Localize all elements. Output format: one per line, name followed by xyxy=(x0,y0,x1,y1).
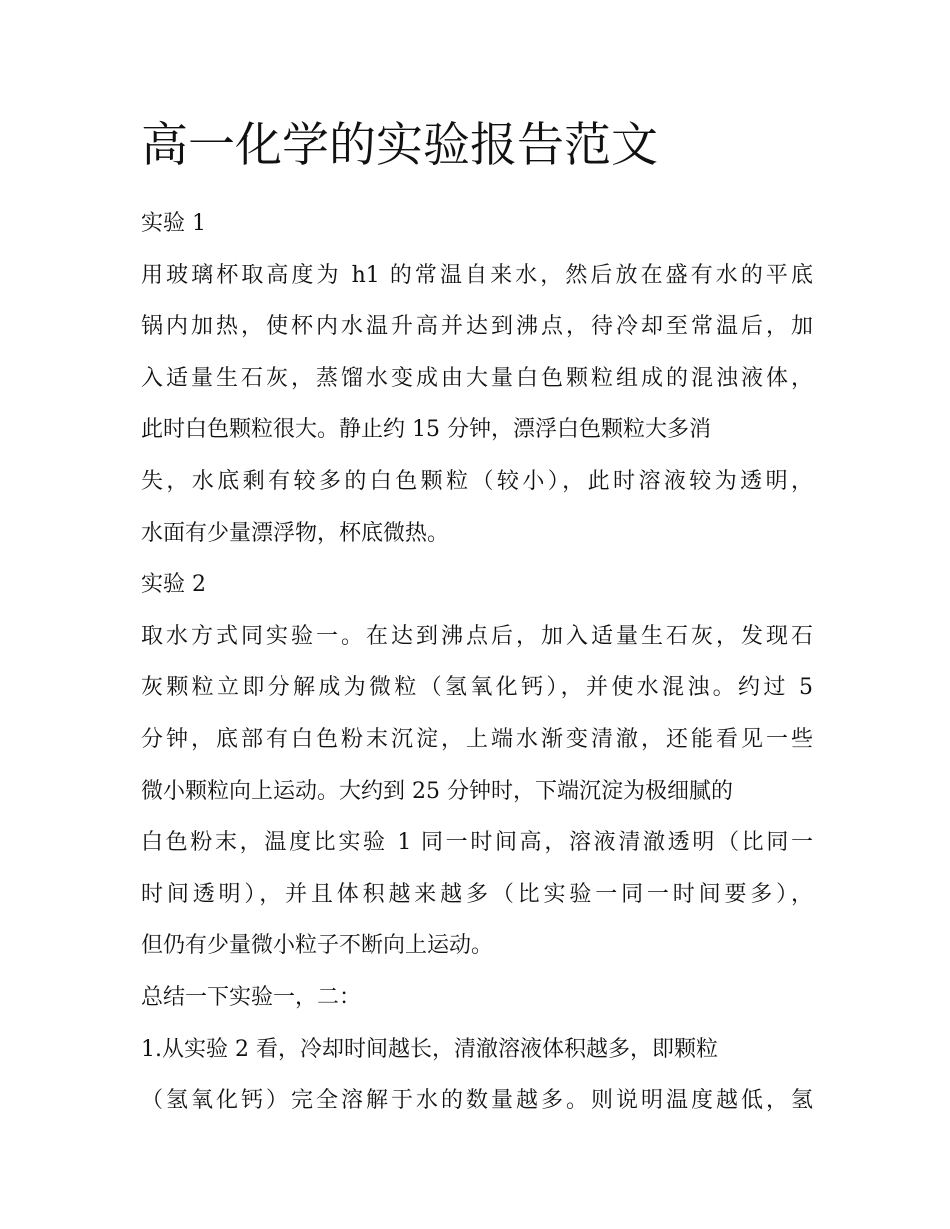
text-line: 但仍有少量微小粒子不断向上运动。 xyxy=(141,933,494,959)
text-line: 灰颗粒立即分解成为微粒（氢氧化钙），并使水混浊。约过 5 xyxy=(141,675,813,701)
text-line: 取水方式同实验一。在达到沸点后，加入适量生石灰，发现石 xyxy=(141,623,813,649)
text-line: 用玻璃杯取高度为 h1 的常温自来水，然后放在盛有水的平底 xyxy=(141,262,813,288)
text-line: 总结一下实验一，二： xyxy=(141,984,362,1010)
text-line: 时间透明），并且体积越来越多（比实验一同一时间要多）， xyxy=(141,881,813,907)
text-line: 失，水底剩有较多的白色颗粒（较小），此时溶液较为透明， xyxy=(141,468,813,494)
text-line: 白色粉末，温度比实验 1 同一时间高，溶液清澈透明（比同一 xyxy=(141,830,813,856)
text-line: 入适量生石灰，蒸馏水变成由大量白色颗粒组成的混浊液体， xyxy=(141,365,813,391)
text-line: 分钟，底部有白色粉末沉淀，上端水渐变清澈，还能看见一些 xyxy=(141,726,813,752)
text-line: （氢氧化钙）完全溶解于水的数量越多。则说明温度越低，氢 xyxy=(141,1088,813,1114)
text-line: 实验 2 xyxy=(141,572,206,598)
text-line: 锅内加热，使杯内水温升高并达到沸点，待冷却至常温后，加 xyxy=(141,314,813,340)
document-body xyxy=(141,198,813,1127)
document-title: 高一化学的实验报告范文 xyxy=(141,118,658,173)
text-line: 实验 1 xyxy=(141,211,206,236)
text-line: 水面有少量漂浮物，杯底微热。 xyxy=(141,520,450,546)
text-line: 1.从实验 2 看，冷却时间越长，清澈溶液体积越多，即颗粒 xyxy=(141,1036,718,1062)
text-line: 微小颗粒向上运动。大约到 25 分钟时，下端沉淀为极细腻的 xyxy=(141,778,733,804)
text-line: 此时白色颗粒很大。静止约 15 分钟，漂浮白色颗粒大多消 xyxy=(141,417,711,443)
